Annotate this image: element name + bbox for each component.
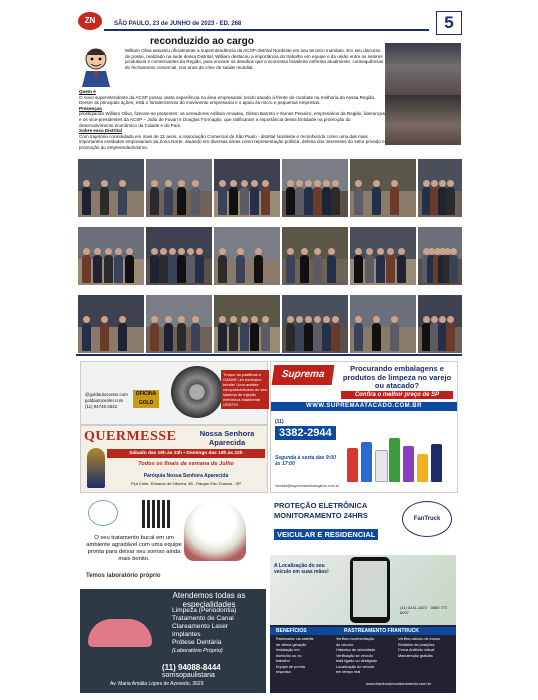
ad-oficina-gold <box>80 361 268 425</box>
fantruck-title <box>274 501 368 521</box>
bottle-icon <box>417 454 428 482</box>
address: Av. Maria Amália Lopes de Azevedo, 3629 <box>110 681 204 687</box>
event-photo <box>78 227 144 285</box>
suprema-site: WWW.SUPREMAATACADO.COM.BR <box>271 402 457 411</box>
parish-name: Paróquia Nossa Senhora Aparecida <box>143 473 229 479</box>
list-item: Instalação em <box>276 648 300 652</box>
benefits-bar <box>270 627 456 635</box>
contact-block <box>85 392 128 410</box>
dates-bar: Sábado das 18h às 23h • Domingo das 18h às 22h <box>107 449 265 458</box>
newspaper-logo: ZN <box>78 12 102 30</box>
list-item: Verificação se veículo <box>336 653 373 658</box>
saint-image <box>87 448 105 488</box>
specialties-list <box>166 607 237 655</box>
list-item: do veículo <box>336 642 354 647</box>
subhead: Sobre essa Distrital <box>79 128 122 134</box>
ad-quermesse <box>80 425 268 493</box>
brake-disc-icon <box>171 366 223 418</box>
veicular-banner: VEICULAR E RESIDENCIAL <box>274 529 378 540</box>
event-photo <box>146 159 212 217</box>
title-line: MONITORAMENTO 24HRS <box>274 511 368 520</box>
article-title: reconduzido ao cargo <box>150 36 254 47</box>
phone-prefix: (11) <box>275 419 284 425</box>
event-photo <box>350 295 416 353</box>
suprema-logo: Suprema <box>272 365 335 385</box>
bottle-icon <box>375 450 388 482</box>
list-item: trabalho <box>276 659 290 663</box>
instagram-handle: @goldautocenter.com <box>85 392 128 397</box>
event-photo <box>418 159 462 217</box>
fantruck-logo: FanTruck <box>402 501 452 537</box>
subhead: Presenças <box>79 105 102 111</box>
list-item: Verifica movimentação <box>336 637 375 641</box>
quermesse-title: QUERMESSE <box>84 429 177 444</box>
article-paragraph: O novo superintendente da ACSP possui vasta experiência na área empresarial, tendo atuado à frente do combate na melhoria da nossa Região. Dentre as principais ações, está o fortalecimento do movimento empresarial e o apoio às micro e pequenas empresas. <box>79 94 376 106</box>
list-item: está ligado ou desligado <box>336 659 377 663</box>
event-photo <box>146 227 212 285</box>
qr-code-icon <box>142 500 170 528</box>
event-photo <box>385 43 461 95</box>
article-paragraph: Com trajetória consolidada em mais de 31 anos, a Associação Comercial de São Paulo - distrital Nordeste é reconhecida como uma das mais importantes entidades empresariais da Zona Norte, atuando em diversas áreas como representação política, defesa dos interesses do setor privado e promoção do empreendedorismo. <box>79 133 385 150</box>
list-item: (Laboratório Próprio) <box>172 648 223 654</box>
smartphone-icon <box>350 557 390 623</box>
event-photo <box>350 227 416 285</box>
bottle-icon <box>403 446 414 482</box>
suprema-confira: Confira o melhor preço de SP <box>341 391 453 399</box>
list-item: Limpeza (Periodontia) <box>172 607 237 614</box>
ad-fantruck <box>270 497 456 693</box>
specialties-heading: Atendemos todas as especialidades <box>172 591 246 609</box>
section-divider <box>76 354 462 356</box>
tooth-implant-icon <box>184 501 246 561</box>
benefits-list-right <box>398 637 440 659</box>
event-photo <box>214 227 280 285</box>
list-item: de última geração <box>276 642 307 647</box>
event-photo <box>385 95 461 145</box>
list-item: Rastreador via satélite <box>276 637 314 641</box>
business-hours: Segunda à sexta das 9:00 às 17:00 <box>275 455 336 467</box>
phone: (11) 94745-2542 <box>85 404 118 409</box>
benefits-list-left <box>276 637 314 676</box>
july-note: Todos os finais de semana de Julho <box>138 461 234 467</box>
title-line: PROTEÇÃO ELETRÔNICA <box>274 501 368 510</box>
oficina-logo: OFICINA GOLD <box>133 390 159 408</box>
benefits-list-mid <box>336 637 377 676</box>
cleaning-products-image <box>345 418 453 482</box>
denture-image <box>88 619 152 647</box>
email: vendas@supremaembalagens.com.br <box>275 484 340 488</box>
offer-text: Troque as pastilhas e GANHE um exclusivo brinde! Uma análise computadorizada do seu sistema de injeção eletrônica totalmente GRÁTIS <box>221 370 269 409</box>
list-item: Histórico de velocidade <box>336 648 376 652</box>
bottle-icon <box>431 444 442 482</box>
phone: (11) 94088-8444 <box>162 663 221 672</box>
header-rule <box>104 29 429 31</box>
website: www.frantruckmonitoramento.com.br <box>366 681 432 686</box>
dental-text: O seu tratamento bucal em um ambiente agradável com uma equipe pronta para deixar seu sorriso ainda mais bonito. <box>86 535 182 562</box>
list-item: em tempo real <box>336 670 361 674</box>
website: sorrisopaulistana <box>162 672 215 679</box>
benefits-label: BENEFÍCIOS <box>276 628 307 634</box>
quermesse-subtitle: Nossa Senhora Aparecida <box>199 429 255 447</box>
event-photo <box>78 295 144 353</box>
lab-note: Temos laboratório próprio <box>86 573 161 579</box>
event-photo <box>418 295 462 353</box>
list-item: Equipe de pronta <box>276 664 305 669</box>
website: goldautocenter.com <box>85 398 124 403</box>
event-photo <box>282 295 348 353</box>
bottle-icon <box>389 438 400 482</box>
event-photo <box>350 159 416 217</box>
subhead: Quem é <box>79 89 96 94</box>
event-photo <box>214 295 280 353</box>
phone-number: 3382-2944 <box>275 426 336 440</box>
page-number: 5 <box>436 11 462 35</box>
list-item: Tratamento de Canal <box>172 615 234 622</box>
edition-line: SÃO PAULO, 23 de JUNHO de 2023 - ED. 268 <box>114 21 242 27</box>
suprema-tagline: Procurando embalagens e produtos de limpeza no varejo ou atacado? <box>342 364 452 390</box>
list-item: Cerca Antifurto virtual <box>398 648 435 652</box>
ad-sorriso-paulistano <box>80 497 266 693</box>
ad-suprema <box>270 361 458 493</box>
list-item: Manutenção gratuita <box>398 653 433 658</box>
list-item: Relatório de posições <box>398 642 435 647</box>
list-item: domicílio ou no <box>276 653 302 658</box>
event-photo <box>418 227 462 285</box>
list-item: Prótese Dentária <box>172 639 222 646</box>
event-photo <box>282 159 348 217</box>
article-paragraph: William Oliva assumiu oficialmente a superintendência da ACSP-distrital Nordeste em seu terceiro mandato. Em seu discurso de posse, realizado na sede dessa Distrital, William destacou a importância do trabalho em equipe e da união entre os setores produtivos e comerciantes da Região, para encarar os desafios que a economia brasileira enfrenta atualmente, consequências do fechamento comercial, nos anos de crise de saúde mundial. <box>125 48 384 70</box>
cartoon-portrait-icon <box>78 45 115 87</box>
dental-logo-icon <box>88 500 118 526</box>
list-item: Verifica cálculo de busca <box>398 637 440 641</box>
event-photo <box>282 227 348 285</box>
location-tagline: A Localização do seu veículo em suas mãos! <box>274 563 329 575</box>
contact-phones: (11) 3241-1872 · 0800 772 6007 <box>400 605 448 615</box>
event-photo <box>214 159 280 217</box>
bottle-icon <box>347 448 358 482</box>
rastreamento-label: RASTREAMENTO FRANTRUCK <box>344 628 419 634</box>
event-photo <box>78 159 144 217</box>
bottle-icon <box>361 442 372 482</box>
article-paragraph: prestigiando William Oliva, fizeram-se presentes: os vereadores Adilson Amadeu, Gilson Barreto e Nunes Peixeiro, empresários da Região, lideranças e os vice-presidentes da ACSP – João de Favari e Douglas Formaglio, que ratificaram a importância dessa Entidade na promoção do desenvolvimento econômico da Cidade e do País. <box>79 111 385 128</box>
list-item: Localização do veículo <box>336 664 375 669</box>
parish-address: Pça Cmte. Eduardo de Oliveira, 85 - Parque Edu Chaves - SP <box>130 481 242 486</box>
list-item: Implantes <box>172 631 201 638</box>
event-photo <box>146 295 212 353</box>
list-item: resposta <box>276 670 291 674</box>
article-body <box>79 89 385 151</box>
list-item: Clareamento Laser <box>172 623 229 630</box>
